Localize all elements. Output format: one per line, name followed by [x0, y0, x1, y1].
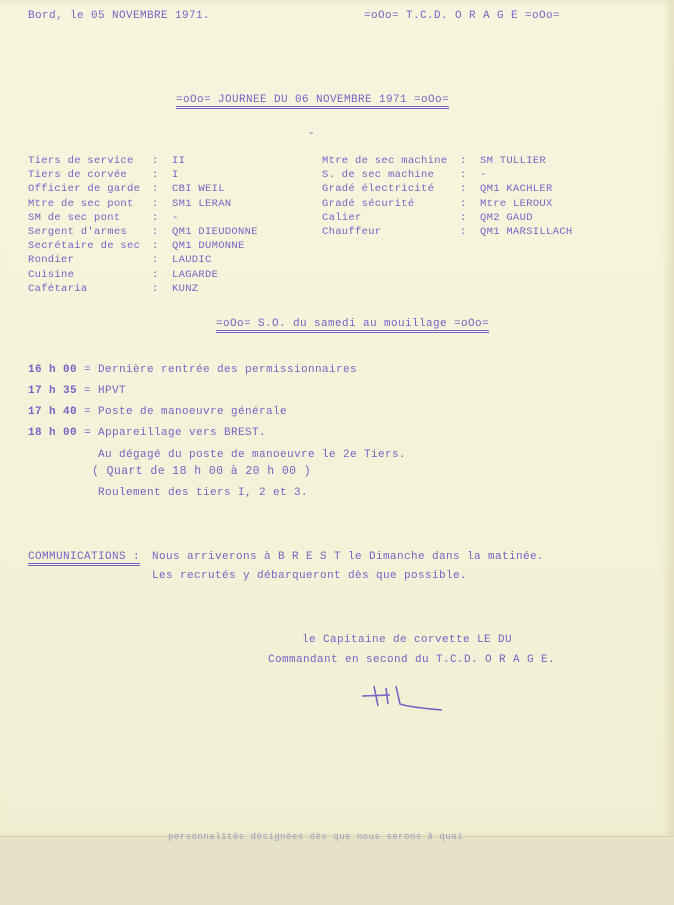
duty-value: QM1 DUMONNE	[172, 240, 245, 253]
duty-separator: :	[152, 226, 159, 238]
duty-separator: :	[460, 183, 467, 196]
duty-label: S. de sec machine	[322, 169, 435, 182]
duty-separator: :	[152, 254, 159, 267]
duty-value: QM2 GAUD	[480, 211, 533, 224]
title-dash: -	[308, 128, 316, 140]
duty-separator: :	[460, 155, 467, 167]
duty-label: Cafétaria	[28, 282, 88, 295]
communications-label	[28, 551, 140, 563]
communications-line-1: Nous arriverons à B R E S T le Dimanche dans la matinée.	[152, 551, 545, 563]
ship-name: =oOo= T.C.D. O R A G E =oOo=	[364, 10, 561, 22]
schedule-title	[216, 318, 489, 330]
schedule-note-1: Au dégagé du poste de manoeuvre le 2e Tiers.	[98, 449, 407, 461]
day-title	[176, 94, 449, 106]
duty-separator: :	[152, 155, 159, 167]
duty-separator: :	[460, 169, 467, 182]
schedule-time-4: 18 h 00	[28, 427, 78, 439]
duty-separator: :	[152, 268, 159, 281]
duty-value: SM TULLIER	[480, 155, 547, 167]
schedule-note-2: ( Quart de 18 h 00 à 20 h 00 )	[92, 465, 312, 478]
duty-label: SM de sec pont	[28, 211, 121, 224]
duty-label: Chauffeur	[322, 226, 382, 238]
duty-label: Gradé sécurité	[322, 197, 415, 210]
duty-value: Mtre LEROUX	[480, 197, 553, 210]
signature-line-2: Commandant en second du T.C.D. O R A G E.	[268, 654, 556, 666]
schedule-time-1: 16 h 00	[28, 364, 78, 376]
duty-separator: :	[152, 169, 159, 182]
duty-value: II	[172, 155, 186, 167]
duty-value: QM1 MARSILLACH	[480, 226, 573, 238]
duty-separator: :	[152, 240, 159, 253]
schedule-note-3: Roulement des tiers I, 2 et 3.	[98, 487, 309, 499]
communications-label-text: COMMUNICATIONS :	[28, 551, 140, 566]
duty-label: Mtre de sec machine	[322, 155, 448, 167]
duty-value: -	[172, 211, 179, 224]
bleed-through-text: personnalités désignées dès que nous serons à quai	[168, 832, 464, 842]
duty-separator: :	[152, 197, 159, 210]
duty-value: I	[172, 169, 179, 182]
schedule-time-2: 17 h 35	[28, 385, 78, 397]
duty-separator: :	[152, 183, 159, 196]
duty-label: Gradé électricité	[322, 183, 435, 196]
duty-separator: :	[460, 197, 467, 210]
duty-label: Calier	[322, 211, 362, 224]
duty-label: Rondier	[28, 254, 75, 267]
duty-value: LAGARDE	[172, 268, 219, 281]
duty-separator: :	[152, 211, 159, 224]
duty-separator: :	[460, 211, 467, 224]
signature-line-1: le Capitaine de corvette LE DU	[302, 634, 513, 646]
duty-label: Officier de garde	[28, 183, 141, 196]
schedule-title-text: =oOo= S.O. du samedi au mouillage =oOo=	[216, 318, 489, 333]
duty-separator: :	[460, 226, 467, 238]
duty-separator: :	[152, 282, 159, 295]
duty-value: QM1 KACHLER	[480, 183, 553, 196]
schedule-time-3: 17 h 40	[28, 406, 78, 418]
duty-label: Tiers de service	[28, 155, 134, 167]
day-title-text: =oOo= JOURNEE DU 06 NOVEMBRE 1971 =oOo=	[176, 94, 449, 109]
duty-value: LAUDIC	[172, 254, 212, 267]
underlying-page	[0, 836, 674, 905]
duty-label: Sergent d'armes	[28, 226, 128, 238]
schedule-text-3: = Poste de manoeuvre générale	[84, 406, 288, 418]
schedule-text-2: = HPVT	[84, 385, 127, 397]
duty-label: Cuisine	[28, 268, 75, 281]
place-date: Bord, le 05 NOVEMBRE 1971.	[28, 10, 211, 22]
schedule-text-4: = Appareillage vers BREST.	[84, 427, 267, 439]
duty-label: Secrétaire de sec	[28, 240, 141, 253]
handwritten-signature	[360, 682, 450, 718]
duty-value: CBI WEIL	[172, 183, 225, 196]
duty-value: QM1 DIEUDONNE	[172, 226, 258, 238]
duty-value: -	[480, 169, 487, 182]
schedule-text-1: = Dernière rentrée des permissionnaires	[84, 364, 358, 376]
duty-label: Tiers de corvée	[28, 169, 128, 182]
duty-value: SM1 LERAN	[172, 197, 232, 210]
communications-line-2: Les recrutés y débarqueront dès que possible.	[152, 570, 468, 582]
duty-label: Mtre de sec pont	[28, 197, 134, 210]
duty-value: KUNZ	[172, 282, 199, 295]
